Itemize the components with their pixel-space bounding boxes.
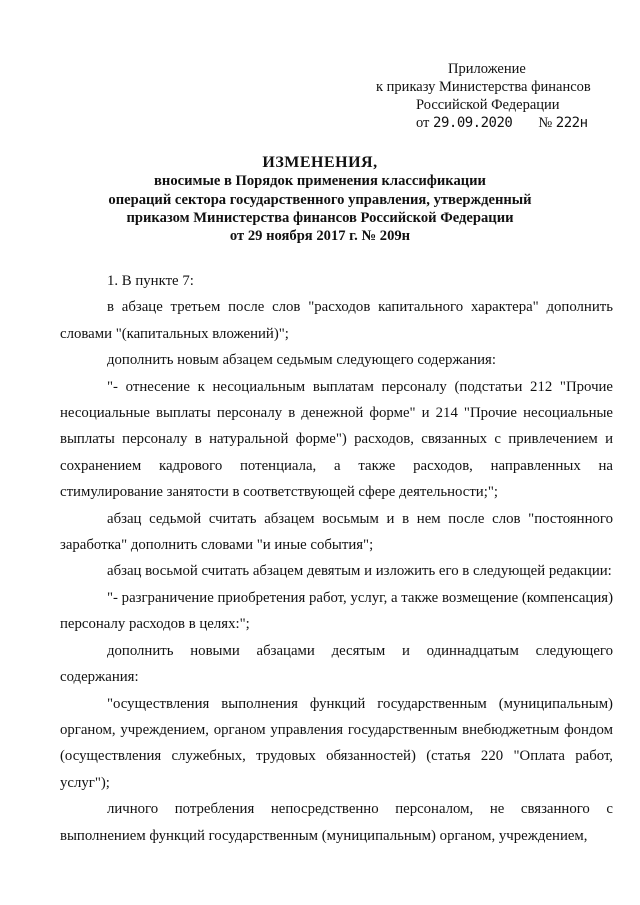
paragraph-6: абзац восьмой считать абзацем девятым и изложить его в следующей редакции: [107, 563, 612, 580]
title-line-2: операций сектора государственного управления, утвержденный [108, 191, 532, 208]
order-date: 29.09.2020 [433, 115, 513, 131]
paragraph-1: 1. В пункте 7: [107, 273, 194, 289]
title-heading: ИЗМЕНЕНИЯ, [262, 154, 378, 171]
appendix-order-ref: к приказу Министерства финансов [376, 79, 591, 95]
paragraph-4: "- отнесение к несоциальным выплатам персоналу (подстатьи 212 "Прочие несоциальные выплаты персоналу в денежной форме" и 214 "Прочие несоциальные выплаты персоналу в натуральной форме") расходов, связанных с привлечением и сохранением кадрового потенциала, а также расходов, направленных на стимулирование занятости в соответствующей сфере деятельности;"; [60, 378, 613, 501]
title-line-1: вносимые в Порядок применения классификации [154, 173, 486, 190]
appendix-header [376, 60, 616, 132]
order-number: 222н [555, 115, 588, 131]
paragraph-7: "- разграничение приобретения работ, услуг, а также возмещение (компенсация) персоналу расходов в целях:"; [60, 589, 613, 633]
paragraph-2: в абзаце третьем после слов "расходов капитального характера" дополнить словами "(капитальных вложений)"; [60, 299, 613, 342]
date-prefix: от [416, 115, 430, 131]
title-line-4: от 29 ноября 2017 г. № 209н [229, 228, 411, 245]
title-line-3: приказом Министерства финансов Российской Федерации [126, 209, 514, 226]
paragraph-9: "осуществления выполнения функций государственным (муниципальным) органом, учреждением, органом управления государственным внебюджетным фондом (осуществления служебных, трудовых обязанностей) (статья 220 "Оплата работ, услуг"); [60, 695, 613, 791]
number-prefix: № [538, 115, 553, 131]
document-title [60, 154, 580, 245]
document-body [60, 268, 613, 849]
appendix-federation: Российской Федерации [416, 97, 560, 113]
paragraph-5: абзац седьмой считать абзацем восьмым и в нем после слов "постоянного заработка" дополнить словами "и иные события"; [60, 510, 613, 554]
appendix-label: Приложение [448, 61, 526, 77]
paragraph-3: дополнить новым абзацем седьмым следующего содержания: [107, 352, 496, 369]
appendix-date-number [376, 114, 616, 132]
paragraph-10: личного потребления непосредственно персоналом, не связанного с выполнением функций государственным (муниципальным) органом, учреждением, [60, 801, 613, 844]
paragraph-8: дополнить новыми абзацами десятым и одиннадцатым следующего содержания: [60, 642, 613, 686]
